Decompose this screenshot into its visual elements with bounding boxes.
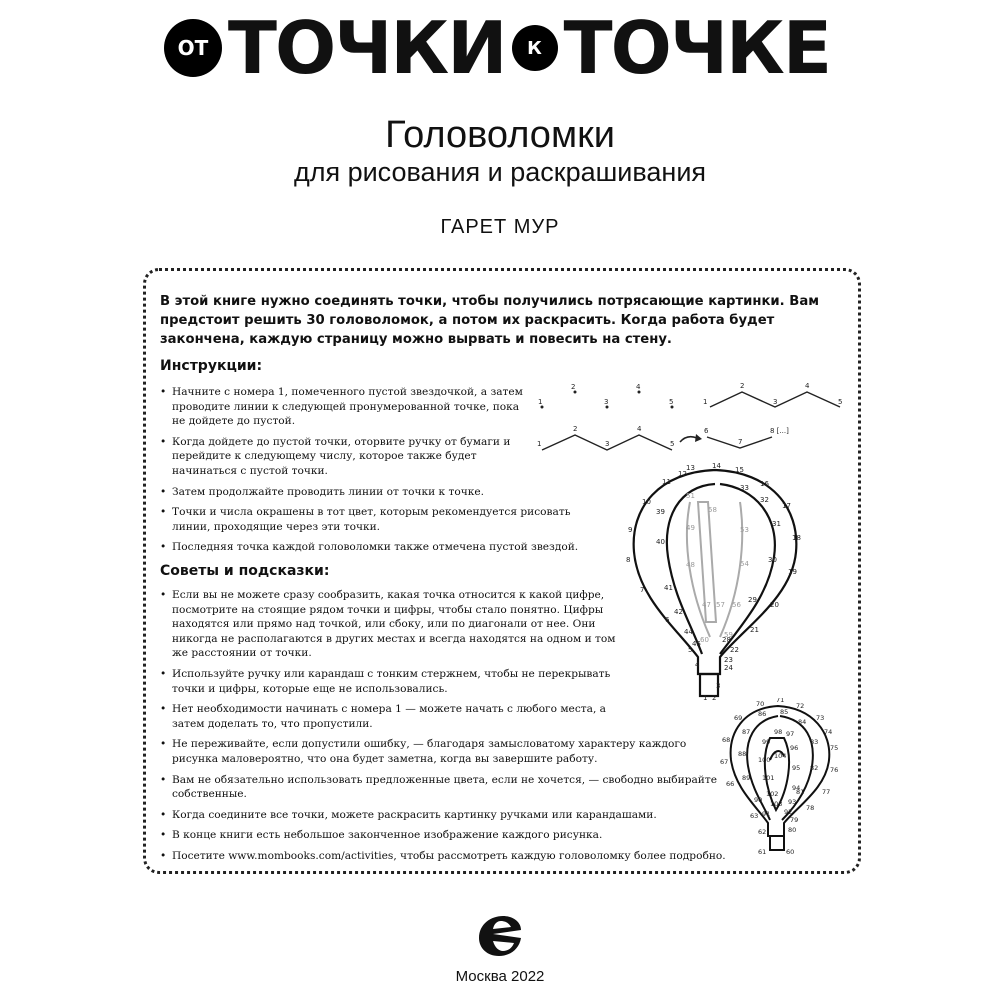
svg-text:74: 74 bbox=[824, 728, 833, 736]
svg-text:18: 18 bbox=[792, 534, 801, 542]
svg-text:101: 101 bbox=[762, 774, 775, 782]
balloon-puzzle-large bbox=[620, 462, 820, 712]
svg-text:42: 42 bbox=[674, 608, 683, 616]
diagram-label: 2 bbox=[571, 383, 576, 391]
svg-text:45: 45 bbox=[692, 640, 701, 648]
diagram-label: 2 bbox=[740, 382, 745, 390]
instruction-item: • Точки и числа окрашены в тот цвет, которым рекомендуется рисовать линии, проходящие через эти точки. bbox=[160, 505, 612, 534]
svg-text:81: 81 bbox=[796, 788, 805, 796]
tip-item: • Когда соедините все точки, можете раскрасить картинку ручками или карандашами. bbox=[160, 808, 732, 823]
title-word-1: ТОЧКИ bbox=[227, 6, 506, 90]
example-break-line bbox=[537, 425, 789, 450]
tip-item: • Если вы не можете сразу сообразить, какая точка относится к какой цифре, посмотрите на стоящие рядом точки и цифры, чтобы стало понятно. Цифры находятся или прямо над точкой, или сбоку, или по диагонали от нее. Они никогда не располагаются в других местах и всегда находятся на одном и том же расстоянии от точки. bbox=[160, 588, 617, 661]
svg-text:22: 22 bbox=[730, 646, 739, 654]
svg-text:61: 61 bbox=[758, 848, 767, 856]
diagram-label: 3 bbox=[605, 440, 610, 448]
svg-text:12: 12 bbox=[678, 470, 687, 478]
svg-text:59: 59 bbox=[724, 631, 733, 639]
diagram-label: 5 bbox=[669, 398, 674, 406]
svg-text:32: 32 bbox=[760, 496, 769, 504]
svg-text:47: 47 bbox=[702, 601, 711, 609]
svg-text:9: 9 bbox=[628, 526, 633, 534]
svg-text:28: 28 bbox=[722, 636, 731, 644]
title-connector-circle bbox=[512, 25, 558, 71]
svg-text:89: 89 bbox=[742, 774, 751, 782]
svg-text:75: 75 bbox=[830, 744, 839, 752]
svg-text:79: 79 bbox=[790, 816, 799, 824]
svg-text:29: 29 bbox=[748, 596, 757, 604]
svg-text:91: 91 bbox=[762, 810, 771, 818]
svg-text:58: 58 bbox=[708, 506, 717, 514]
balloon-puzzle-small bbox=[718, 698, 848, 858]
svg-text:80: 80 bbox=[788, 826, 797, 834]
svg-text:93: 93 bbox=[788, 798, 797, 806]
svg-text:70: 70 bbox=[756, 700, 765, 708]
diagram-label: 3 bbox=[773, 398, 778, 406]
svg-text:10: 10 bbox=[642, 498, 651, 506]
diagram-label: 4 bbox=[805, 382, 810, 390]
diagram-label: 4 bbox=[637, 425, 642, 433]
tip-item: • В конце книги есть небольшое законченное изображение каждого рисунка. bbox=[160, 828, 732, 843]
svg-text:21: 21 bbox=[750, 626, 759, 634]
svg-text:20: 20 bbox=[770, 601, 779, 609]
diagram-label: 6 bbox=[704, 427, 709, 435]
diagram-label: 5 bbox=[838, 398, 843, 406]
publisher-city-year: Москва 2022 bbox=[455, 968, 545, 985]
svg-text:94: 94 bbox=[792, 784, 801, 792]
svg-text:92: 92 bbox=[784, 808, 793, 816]
svg-text:66: 66 bbox=[726, 780, 735, 788]
svg-text:57: 57 bbox=[716, 601, 725, 609]
svg-text:84: 84 bbox=[798, 718, 807, 726]
svg-text:31: 31 bbox=[772, 520, 781, 528]
tip-item: • Используйте ручку или карандаш с тонким стержнем, чтобы не перекрывать точки и цифры, которые еще не использовались. bbox=[160, 667, 617, 696]
svg-text:102: 102 bbox=[766, 790, 779, 798]
svg-text:95: 95 bbox=[792, 764, 801, 772]
svg-text:2: 2 bbox=[712, 694, 717, 702]
instruction-diagram bbox=[535, 380, 855, 460]
diagram-label: 1 bbox=[538, 398, 543, 406]
svg-text:77: 77 bbox=[822, 788, 831, 796]
svg-text:19: 19 bbox=[788, 568, 797, 576]
svg-text:68: 68 bbox=[722, 736, 731, 744]
svg-text:60: 60 bbox=[786, 848, 795, 856]
svg-text:51: 51 bbox=[686, 492, 695, 500]
diagram-label: 4 bbox=[636, 383, 641, 391]
tip-item: • Посетите www.mombooks.com/activities, чтобы рассмотреть каждую головоломку более подробно. bbox=[160, 849, 762, 864]
svg-text:67: 67 bbox=[720, 758, 729, 766]
svg-text:103: 103 bbox=[770, 800, 783, 808]
subtitle-secondary: для рисования и раскрашивания bbox=[293, 157, 707, 187]
svg-text:16: 16 bbox=[760, 480, 769, 488]
intro-paragraph: В этой книге нужно соединять точки, чтобы получились потрясающие картинки. Вам предстоит решить 30 головоломок, а потом их раскрасить. Когда работа будет закончена, каждую страницу можно вырвать и повесить на стену. bbox=[160, 294, 819, 347]
svg-text:24: 24 bbox=[724, 664, 733, 672]
svg-text:63: 63 bbox=[750, 812, 759, 820]
diagram-label: 8 [...] bbox=[770, 427, 789, 435]
svg-text:76: 76 bbox=[830, 766, 839, 774]
svg-text:8: 8 bbox=[626, 556, 631, 564]
instruction-item: • Последняя точка каждой головоломки также отмечена пустой звездой. bbox=[160, 540, 612, 555]
svg-text:73: 73 bbox=[816, 714, 825, 722]
svg-text:83: 83 bbox=[810, 738, 819, 746]
svg-text:1: 1 bbox=[703, 694, 708, 702]
svg-text:56: 56 bbox=[732, 601, 741, 609]
svg-text:71: 71 bbox=[776, 698, 785, 704]
svg-text:3: 3 bbox=[716, 682, 721, 690]
book-title bbox=[0, 8, 1000, 88]
svg-text:39: 39 bbox=[656, 508, 665, 516]
diagram-label: 1 bbox=[703, 398, 708, 406]
svg-text:44: 44 bbox=[684, 628, 693, 636]
svg-text:53: 53 bbox=[740, 526, 749, 534]
svg-text:23: 23 bbox=[724, 656, 733, 664]
diagram-label: 5 bbox=[670, 440, 675, 448]
diagram-label: 2 bbox=[573, 425, 578, 433]
tips-heading: Советы и подсказки: bbox=[160, 563, 330, 579]
author-name: ГАРЕТ МУР bbox=[440, 216, 560, 238]
diagram-label: 1 bbox=[537, 440, 542, 448]
svg-text:7: 7 bbox=[640, 586, 645, 594]
instruction-item: • Начните с номера 1, помеченного пустой звездочкой, а затем проводите линии к следующей пронумерованной точке, пока не дойдете до пустой. bbox=[160, 385, 530, 429]
instruction-item: • Затем продолжайте проводить линии от точки к точке. bbox=[160, 485, 530, 500]
svg-text:15: 15 bbox=[735, 466, 744, 474]
example-unconnected-dots bbox=[538, 383, 674, 409]
svg-text:30: 30 bbox=[768, 556, 777, 564]
svg-text:14: 14 bbox=[712, 462, 721, 470]
svg-text:62: 62 bbox=[758, 828, 767, 836]
svg-text:104: 104 bbox=[774, 752, 787, 760]
svg-text:87: 87 bbox=[742, 728, 751, 736]
instructions-list bbox=[160, 385, 579, 561]
svg-text:90: 90 bbox=[754, 796, 763, 804]
svg-text:49: 49 bbox=[686, 524, 695, 532]
svg-text:88: 88 bbox=[738, 750, 747, 758]
svg-text:97: 97 bbox=[786, 730, 795, 738]
tip-item: • Вам не обязательно использовать предложенные цвета, если не хочется, — свободно выбирайте собственные. bbox=[160, 773, 717, 802]
svg-text:11: 11 bbox=[662, 478, 671, 486]
svg-text:33: 33 bbox=[740, 484, 749, 492]
svg-text:4: 4 bbox=[695, 661, 700, 669]
svg-text:17: 17 bbox=[782, 502, 791, 510]
svg-text:96: 96 bbox=[790, 744, 799, 752]
svg-text:48: 48 bbox=[686, 561, 695, 569]
title-prefix-circle bbox=[164, 19, 222, 77]
svg-text:40: 40 bbox=[656, 538, 665, 546]
arrow-icon bbox=[680, 437, 697, 442]
svg-text:86: 86 bbox=[758, 710, 767, 718]
svg-text:85: 85 bbox=[780, 708, 789, 716]
svg-text:41: 41 bbox=[664, 584, 673, 592]
svg-text:72: 72 bbox=[796, 702, 805, 710]
svg-text:6: 6 bbox=[665, 616, 670, 624]
tip-item: • Нет необходимости начинать с номера 1 — можете начать с любого места, а затем доделать то, что пропустили. bbox=[160, 702, 617, 731]
diagram-label: 7 bbox=[738, 438, 743, 446]
svg-text:82: 82 bbox=[810, 764, 819, 772]
svg-text:60: 60 bbox=[700, 636, 709, 644]
tip-item: • Не переживайте, если допустили ошибку, — благодаря замысловатому характеру каждого рисунка маловероятно, что она будет заметна, когда вы завершите работу. bbox=[160, 737, 717, 766]
subtitle-main: Головоломки bbox=[385, 114, 615, 156]
balloon-2-numbers bbox=[720, 698, 838, 856]
arrow-head-icon bbox=[695, 434, 702, 442]
diagram-label: 3 bbox=[604, 398, 609, 406]
title-word-2: ТОЧКЕ bbox=[563, 6, 831, 90]
example-connected-line bbox=[703, 382, 842, 407]
title-prefix: ОТ bbox=[177, 36, 209, 60]
svg-text:54: 54 bbox=[740, 560, 749, 568]
title-connector: К bbox=[527, 37, 542, 59]
instructions-heading: Инструкции: bbox=[160, 358, 263, 374]
svg-text:5: 5 bbox=[688, 646, 693, 654]
svg-text:13: 13 bbox=[686, 464, 695, 472]
svg-text:99: 99 bbox=[762, 738, 771, 746]
svg-text:98: 98 bbox=[774, 728, 783, 736]
svg-text:100: 100 bbox=[758, 756, 771, 764]
instruction-item: • Когда дойдете до пустой точки, оторвите ручку от бумаги и перейдите к следующему числу, которое также будет начинаться с пустой точки. bbox=[160, 435, 530, 479]
svg-text:69: 69 bbox=[734, 714, 743, 722]
svg-text:78: 78 bbox=[806, 804, 815, 812]
publisher-logo-icon bbox=[473, 912, 527, 958]
